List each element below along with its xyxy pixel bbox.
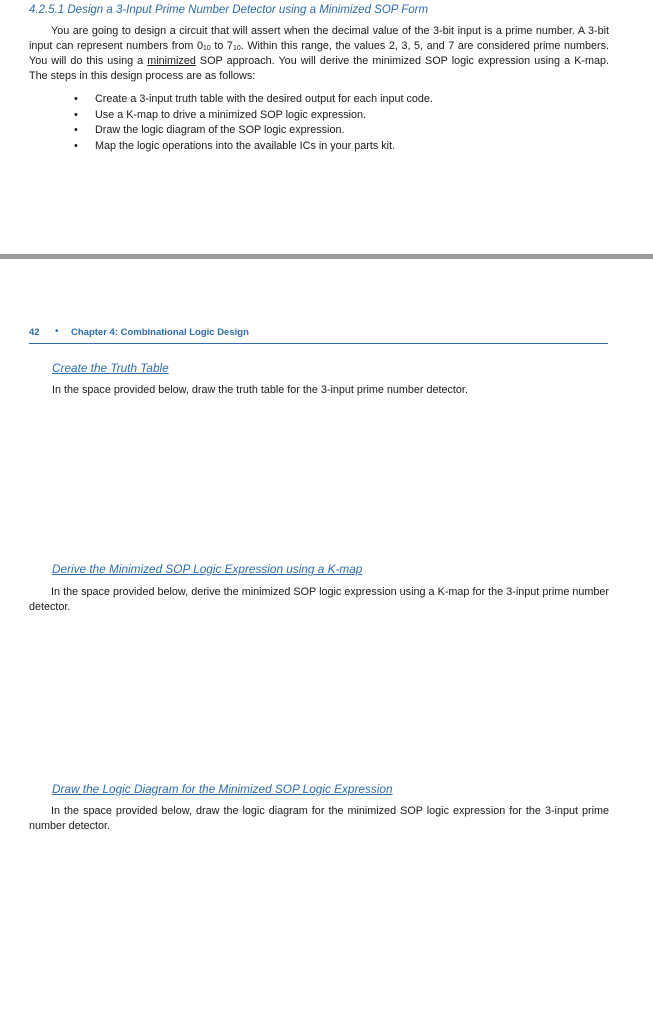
step-text: Create a 3-input truth table with the desired output for each input code. <box>95 93 433 105</box>
logic-diagram-instructions: In the space provided below, draw the logic diagram for the minimized SOP logic expression for the 3-input prime number detector. <box>29 805 609 832</box>
bullet-icon: • <box>74 139 78 152</box>
kmap-instructions: In the space provided below, derive the minimized SOP logic expression using a K-map for the 3-input prime number detector. <box>29 586 609 613</box>
step-text: Draw the logic diagram of the SOP logic expression. <box>95 124 345 136</box>
logic-diagram-heading: Draw the Logic Diagram for the Minimized SOP Logic Expression <box>52 782 393 796</box>
bullet-icon: • <box>74 93 78 105</box>
intro-underlined-word: minimized <box>147 55 196 67</box>
kmap-heading: Derive the Minimized SOP Logic Expression using a K-map <box>52 562 363 576</box>
page-number: 42 <box>29 327 40 338</box>
list-item <box>74 123 614 139</box>
truth-table-heading: Create the Truth Table <box>52 361 169 375</box>
header-separator-icon: • <box>55 326 59 337</box>
page-separator <box>0 254 653 259</box>
intro-paragraph <box>29 24 609 84</box>
list-item <box>74 139 614 155</box>
intro-text-c: . Within this range, the values 2, 3, 5, and 7 are considered prime numbers. You will do this using a <box>29 40 610 67</box>
list-item <box>74 92 614 108</box>
subscript-base-10: 10 <box>202 45 211 52</box>
subscript-base-10: 10 <box>232 45 241 52</box>
intro-text-a: You are going to design a circuit that will assert when the decimal value of the 3-bit input is a prime number. A 3-bit input can represent numbers from 0 <box>29 25 609 52</box>
section-heading: 4.2.5.1 Design a 3-Input Prime Number Detector using a Minimized SOP Form <box>29 4 429 16</box>
step-text: Map the logic operations into the available ICs in your parts kit. <box>95 139 396 152</box>
chapter-title: Chapter 4: Combinational Logic Design <box>71 327 249 338</box>
intro-text-d: SOP approach. You will derive the minimized SOP logic expression using a K-map. The steps in this design process are as follows: <box>29 55 609 82</box>
bullet-icon: • <box>74 108 78 121</box>
header-rule <box>29 343 608 344</box>
truth-table-instructions: In the space provided below, draw the truth table for the 3-input prime number detector. <box>52 384 468 396</box>
design-steps-list <box>74 92 614 154</box>
list-item <box>74 108 614 124</box>
step-text: Use a K-map to drive a minimized SOP logic expression. <box>95 108 367 121</box>
bullet-icon: • <box>74 124 78 136</box>
intro-text-b: to 7 <box>210 40 233 52</box>
